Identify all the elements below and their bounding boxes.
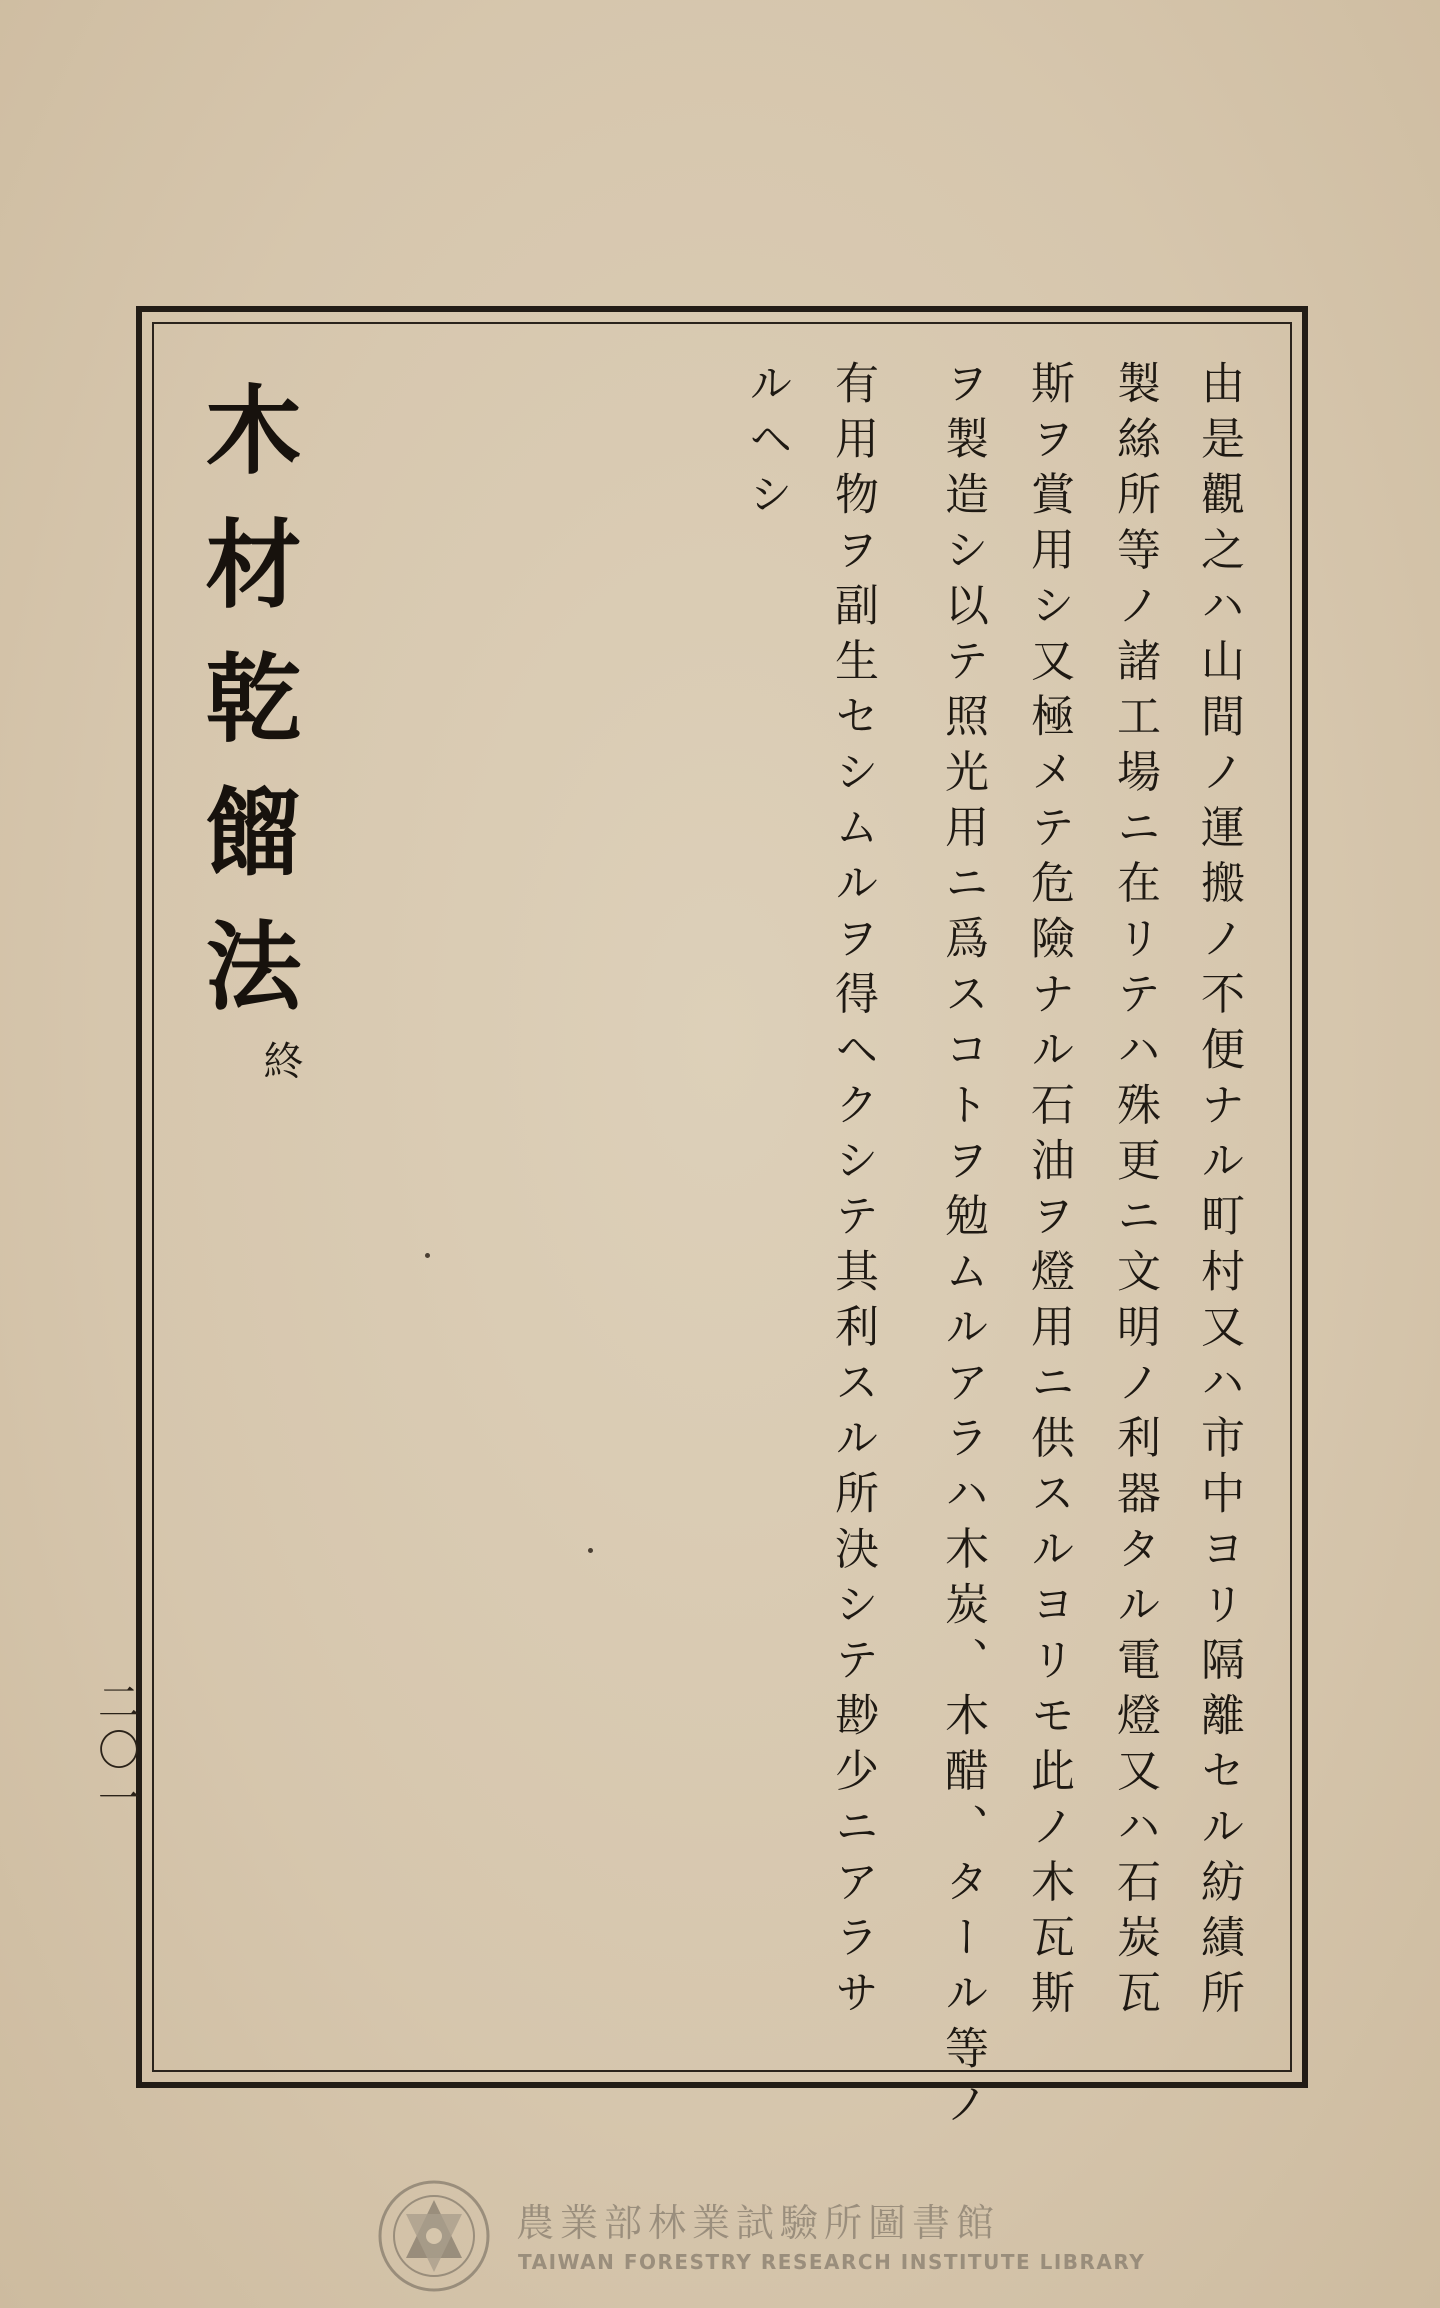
paper-speck xyxy=(588,1548,593,1553)
text-column-2: 製絲所等ノ諸工場ニ在リテハ殊更ニ文明ノ利器タル電燈又ハ石炭瓦 xyxy=(1109,360,1160,2025)
library-watermark xyxy=(376,2178,1146,2288)
text-column-3: 斯ヲ賞用シ又極メテ危險ナル石油ヲ燈用ニ供スルヨリモ此ノ木瓦斯 xyxy=(1023,360,1074,2025)
paper-speck xyxy=(425,1253,430,1258)
library-name-zh: 農業部林業試驗所圖書館 xyxy=(516,2201,1001,2245)
page-number: 二〇一 xyxy=(92,1680,141,1824)
library-name-en: TAIWAN FORESTRY RESEARCH INSTITUTE LIBRARY xyxy=(518,2250,1146,2274)
text-column-6: ルヘシ xyxy=(741,360,792,527)
end-mark: 終 xyxy=(257,1040,303,1080)
text-column-5: 有用物ヲ副生セシムルヲ得ヘクシテ其利スル所決シテ尠少ニアラサ xyxy=(827,360,878,2025)
library-seal-icon xyxy=(376,2178,492,2294)
text-column-4: ヲ製造シ以テ照光用ニ爲スコトヲ勉ムルアラハ木炭、木醋、タール等ノ xyxy=(937,360,988,2136)
book-title: 木材乾餾法 xyxy=(190,380,303,1050)
text-column-1: 由是觀之ハ山間ノ運搬ノ不便ナル町村又ハ市中ヨリ隔離セル紡績所 xyxy=(1193,360,1244,2025)
